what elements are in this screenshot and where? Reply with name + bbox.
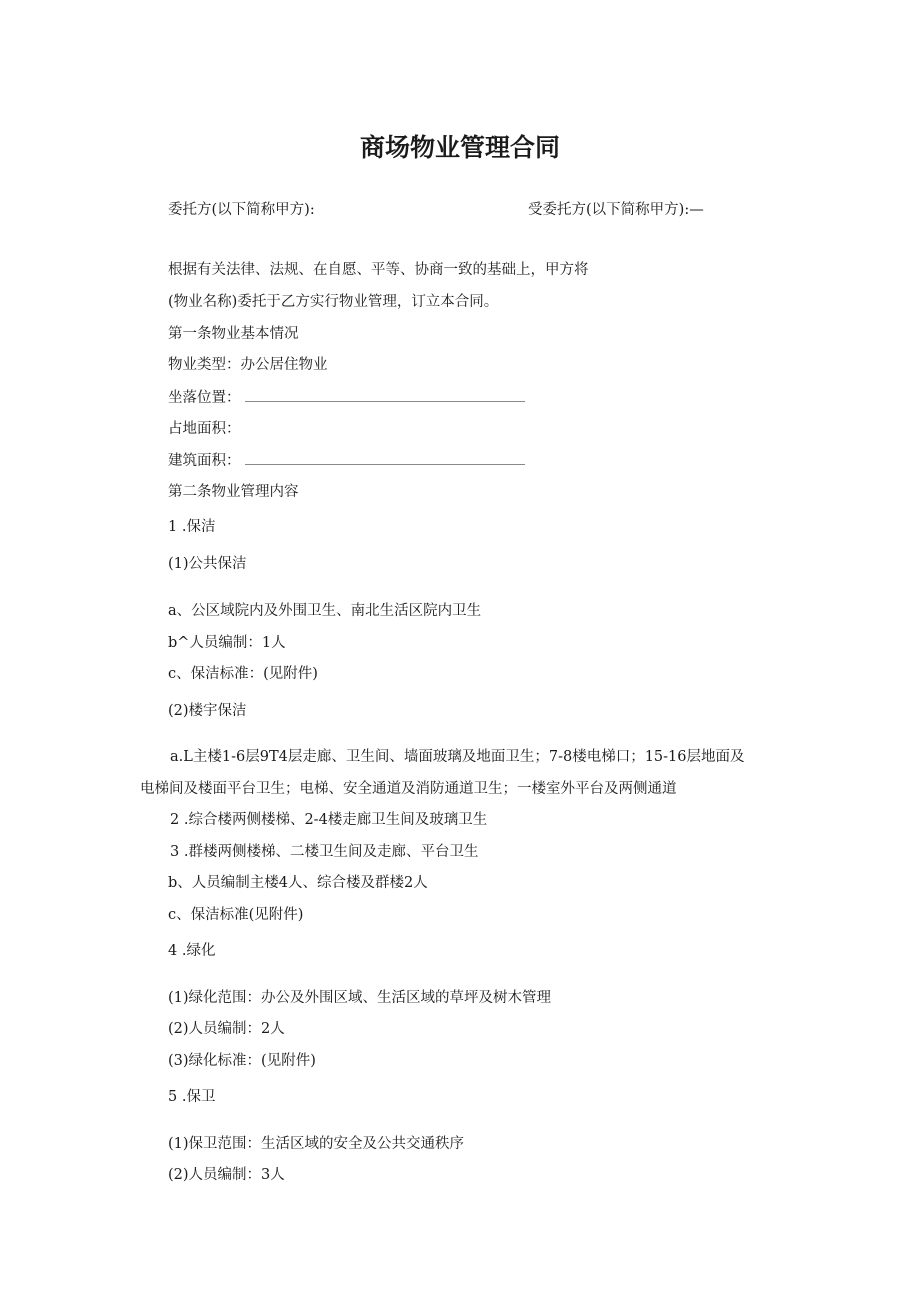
building-cleaning-staff: b、人员编制主楼4人、综合楼及群楼2人 [168,875,428,891]
podium-cleaning: 3 .群楼两侧楼梯、二楼卫生间及走廊、平台卫生 [170,844,479,860]
security-scope: (1)保卫范围：生活区域的安全及公共交通秩序 [168,1136,465,1152]
article-1-heading: 第一条物业基本情况 [168,326,299,342]
property-location-row [168,387,525,408]
building-cleaning-scope-line-2: 电梯间及楼面平台卫生；电梯、安全通道及消防通道卫生；一楼室外平台及两侧通道 [140,781,677,797]
land-area-label: 占地面积： [168,421,241,437]
security-staff: (2)人员编制：3人 [168,1167,285,1183]
building-area-label: 建筑面积： [168,453,241,469]
trustee-party-label: 受委托方(以下简称甲方):— [528,202,704,218]
public-cleaning-standard: c、保洁标准：(见附件) [168,666,318,682]
public-cleaning: (1)公共保洁 [168,556,247,572]
property-location-label: 坐落位置： [168,390,241,406]
client-party-label: 委托方(以下简称甲方): [168,202,315,218]
building-area-row [168,450,525,471]
section-cleaning: 1 .保洁 [168,519,216,535]
article-2-heading: 第二条物业管理内容 [168,484,299,500]
building-cleaning-scope-line-1: a.L主楼1-6层9T4层走廊、卫生间、墙面玻璃及地面卫生；7-8楼电梯口；15-16层地面及 [170,749,745,765]
public-cleaning-staff: b^人员编制：1人 [168,635,286,651]
intro-line-1: 根据有关法律、法规、在自愿、平等、协商一致的基础上，甲方将 [168,262,589,278]
greening-scope: (1)绿化范围：办公及外围区域、生活区域的草坪及树木管理 [168,990,552,1006]
building-area-blank-line [245,450,525,465]
location-blank-line [245,387,525,402]
greening-standard: (3)绿化标准：(见附件) [168,1053,316,1069]
public-cleaning-scope: a、公区域院内及外围卫生、南北生活区院内卫生 [168,603,482,619]
section-security: 5 .保卫 [168,1089,216,1105]
property-type: 物业类型：办公居住物业 [168,357,328,373]
building-cleaning: (2)楼宇保洁 [168,703,247,719]
complex-building-cleaning: 2 .综合楼两侧楼梯、2-4楼走廊卫生间及玻璃卫生 [170,812,488,828]
building-cleaning-standard: c、保洁标准(见附件) [168,907,304,923]
section-greening: 4 .绿化 [168,943,216,959]
document-title: 商场物业管理合同 [359,133,560,162]
greening-staff: (2)人员编制：2人 [168,1021,285,1037]
intro-line-2: (物业名称)委托于乙方实行物业管理，订立本合同。 [168,294,499,310]
